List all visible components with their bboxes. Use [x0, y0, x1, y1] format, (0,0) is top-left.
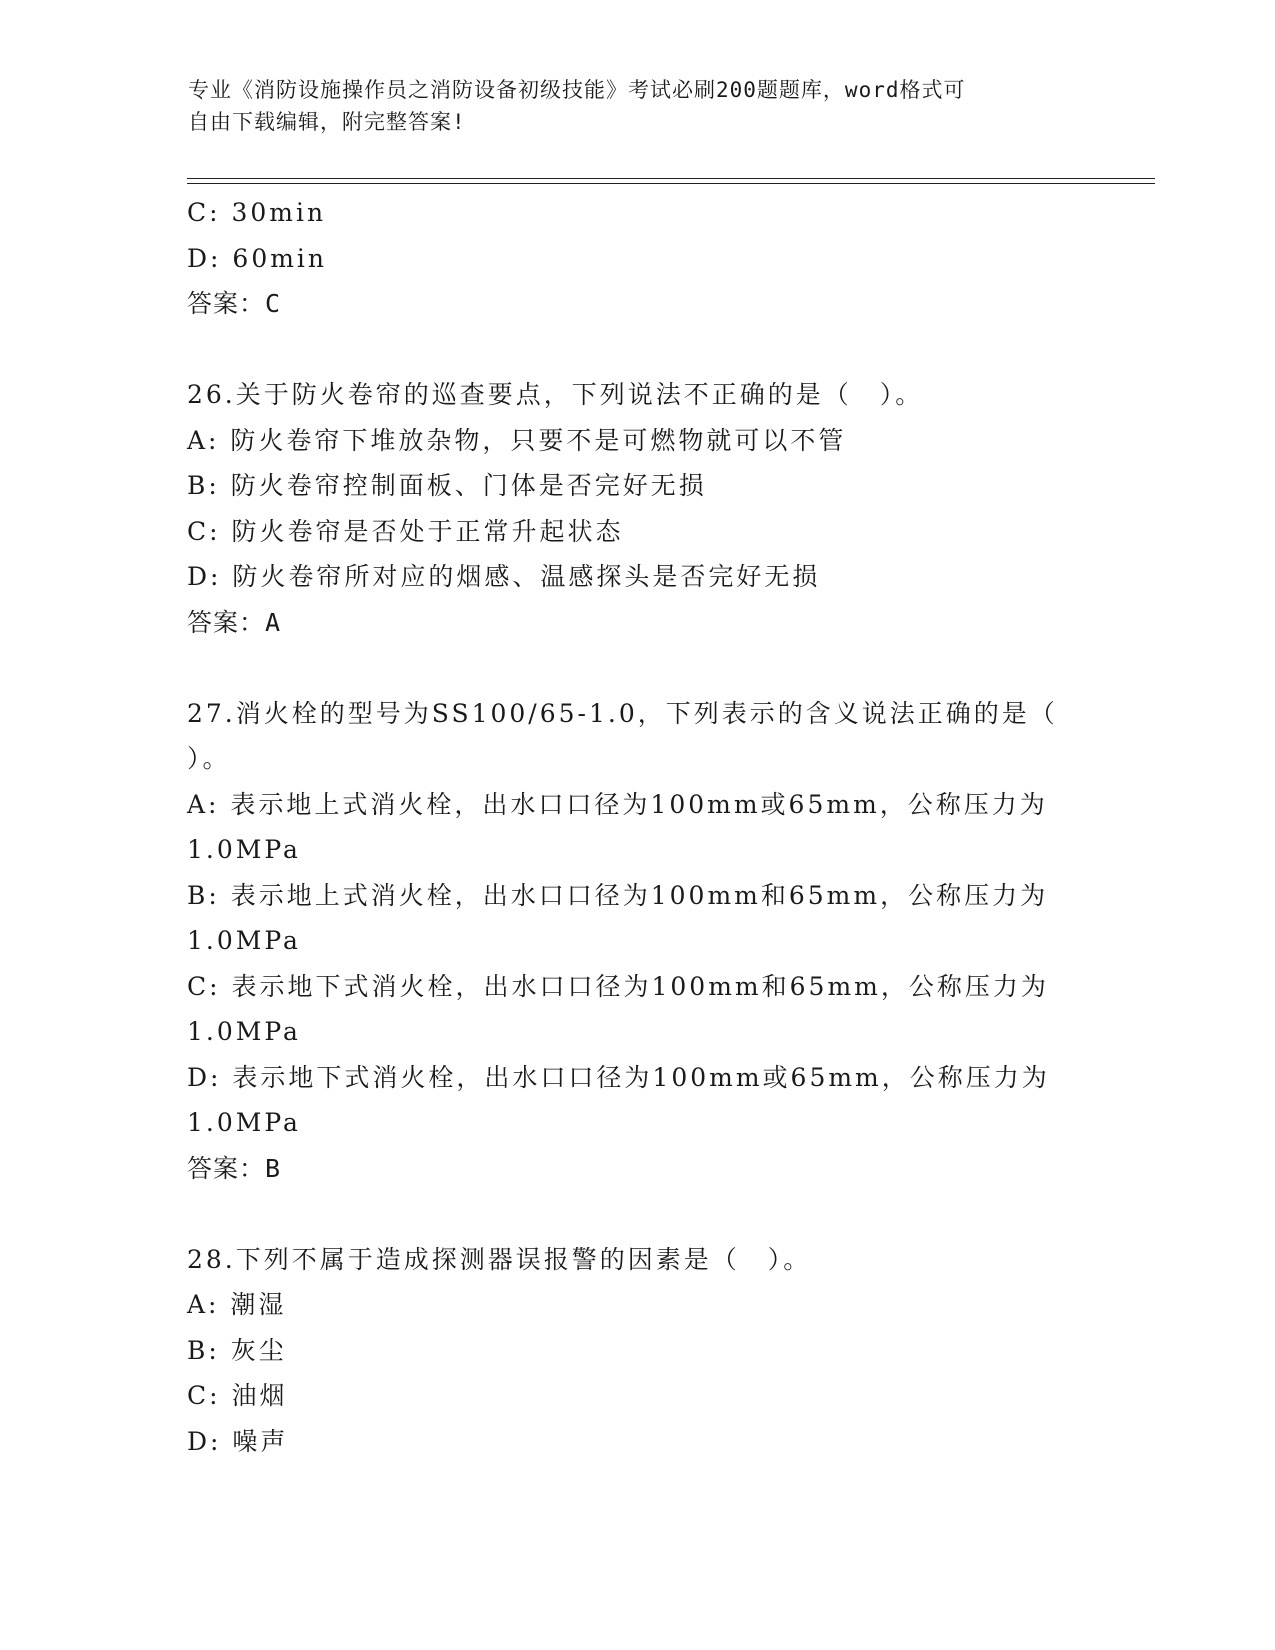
q27-question-line-2: ）。	[187, 744, 231, 773]
q26-answer: 答案：A	[187, 607, 282, 637]
spacer	[187, 645, 1067, 691]
q28-question: 28.下列不属于造成探测器误报警的因素是（ ）。	[187, 1244, 812, 1274]
spacer	[187, 1191, 1067, 1237]
q25-option-d: D: 60min	[187, 243, 328, 273]
header-title-line-2: 自由下载编辑，附完整答案!	[188, 110, 466, 134]
q27-option-c-line-1: C: 表示地下式消火栓，出水口口径为100mm和65mm，公称压力为	[187, 971, 1049, 1001]
header-title-line-1: 专业《消防设施操作员之消防设备初级技能》考试必刷200题题库，word格式可	[188, 78, 966, 102]
q27-answer: 答案：B	[187, 1153, 282, 1183]
question-content	[187, 190, 1067, 1464]
q27-option-d-line-2: 1.0MPa	[187, 1108, 301, 1137]
q27-option-a-line-2: 1.0MPa	[187, 835, 301, 864]
q26-option-b: B: 防火卷帘控制面板、门体是否完好无损	[187, 471, 707, 500]
q25-answer: 答案：C	[187, 289, 282, 318]
q27-question-line-1: 27.消火栓的型号为SS100/65-1.0，下列表示的含义说法正确的是（	[187, 698, 1058, 728]
q28-option-b: B: 灰尘	[187, 1335, 287, 1365]
q25-option-c: C: 30min	[187, 198, 327, 227]
q26-option-a: A: 防火卷帘下堆放杂物，只要不是可燃物就可以不管	[187, 425, 847, 455]
header-rule-bottom	[187, 183, 1155, 184]
q28-option-a: A: 潮湿	[187, 1290, 287, 1319]
page-header	[188, 74, 1068, 138]
q27-option-a-line-1: A: 表示地上式消火栓，出水口口径为100mm或65mm，公称压力为	[187, 789, 1048, 819]
q28-option-d: D: 噪声	[187, 1426, 289, 1456]
header-rule-top	[187, 178, 1155, 179]
q26-option-c: C: 防火卷帘是否处于正常升起状态	[187, 516, 624, 546]
q26-question: 26.关于防火卷帘的巡查要点，下列说法不正确的是（ ）。	[187, 380, 924, 409]
q27-option-b-line-1: B: 表示地上式消火栓，出水口口径为100mm和65mm，公称压力为	[187, 880, 1049, 910]
q27-option-c-line-2: 1.0MPa	[187, 1017, 301, 1046]
q26-option-d: D: 防火卷帘所对应的烟感、温感探头是否完好无损	[187, 562, 821, 591]
q27-option-b-line-2: 1.0MPa	[187, 926, 301, 955]
q28-option-c: C: 油烟	[187, 1381, 288, 1410]
q27-option-d-line-1: D: 表示地下式消火栓，出水口口径为100mm或65mm，公称压力为	[187, 1062, 1050, 1092]
spacer	[187, 327, 1067, 373]
